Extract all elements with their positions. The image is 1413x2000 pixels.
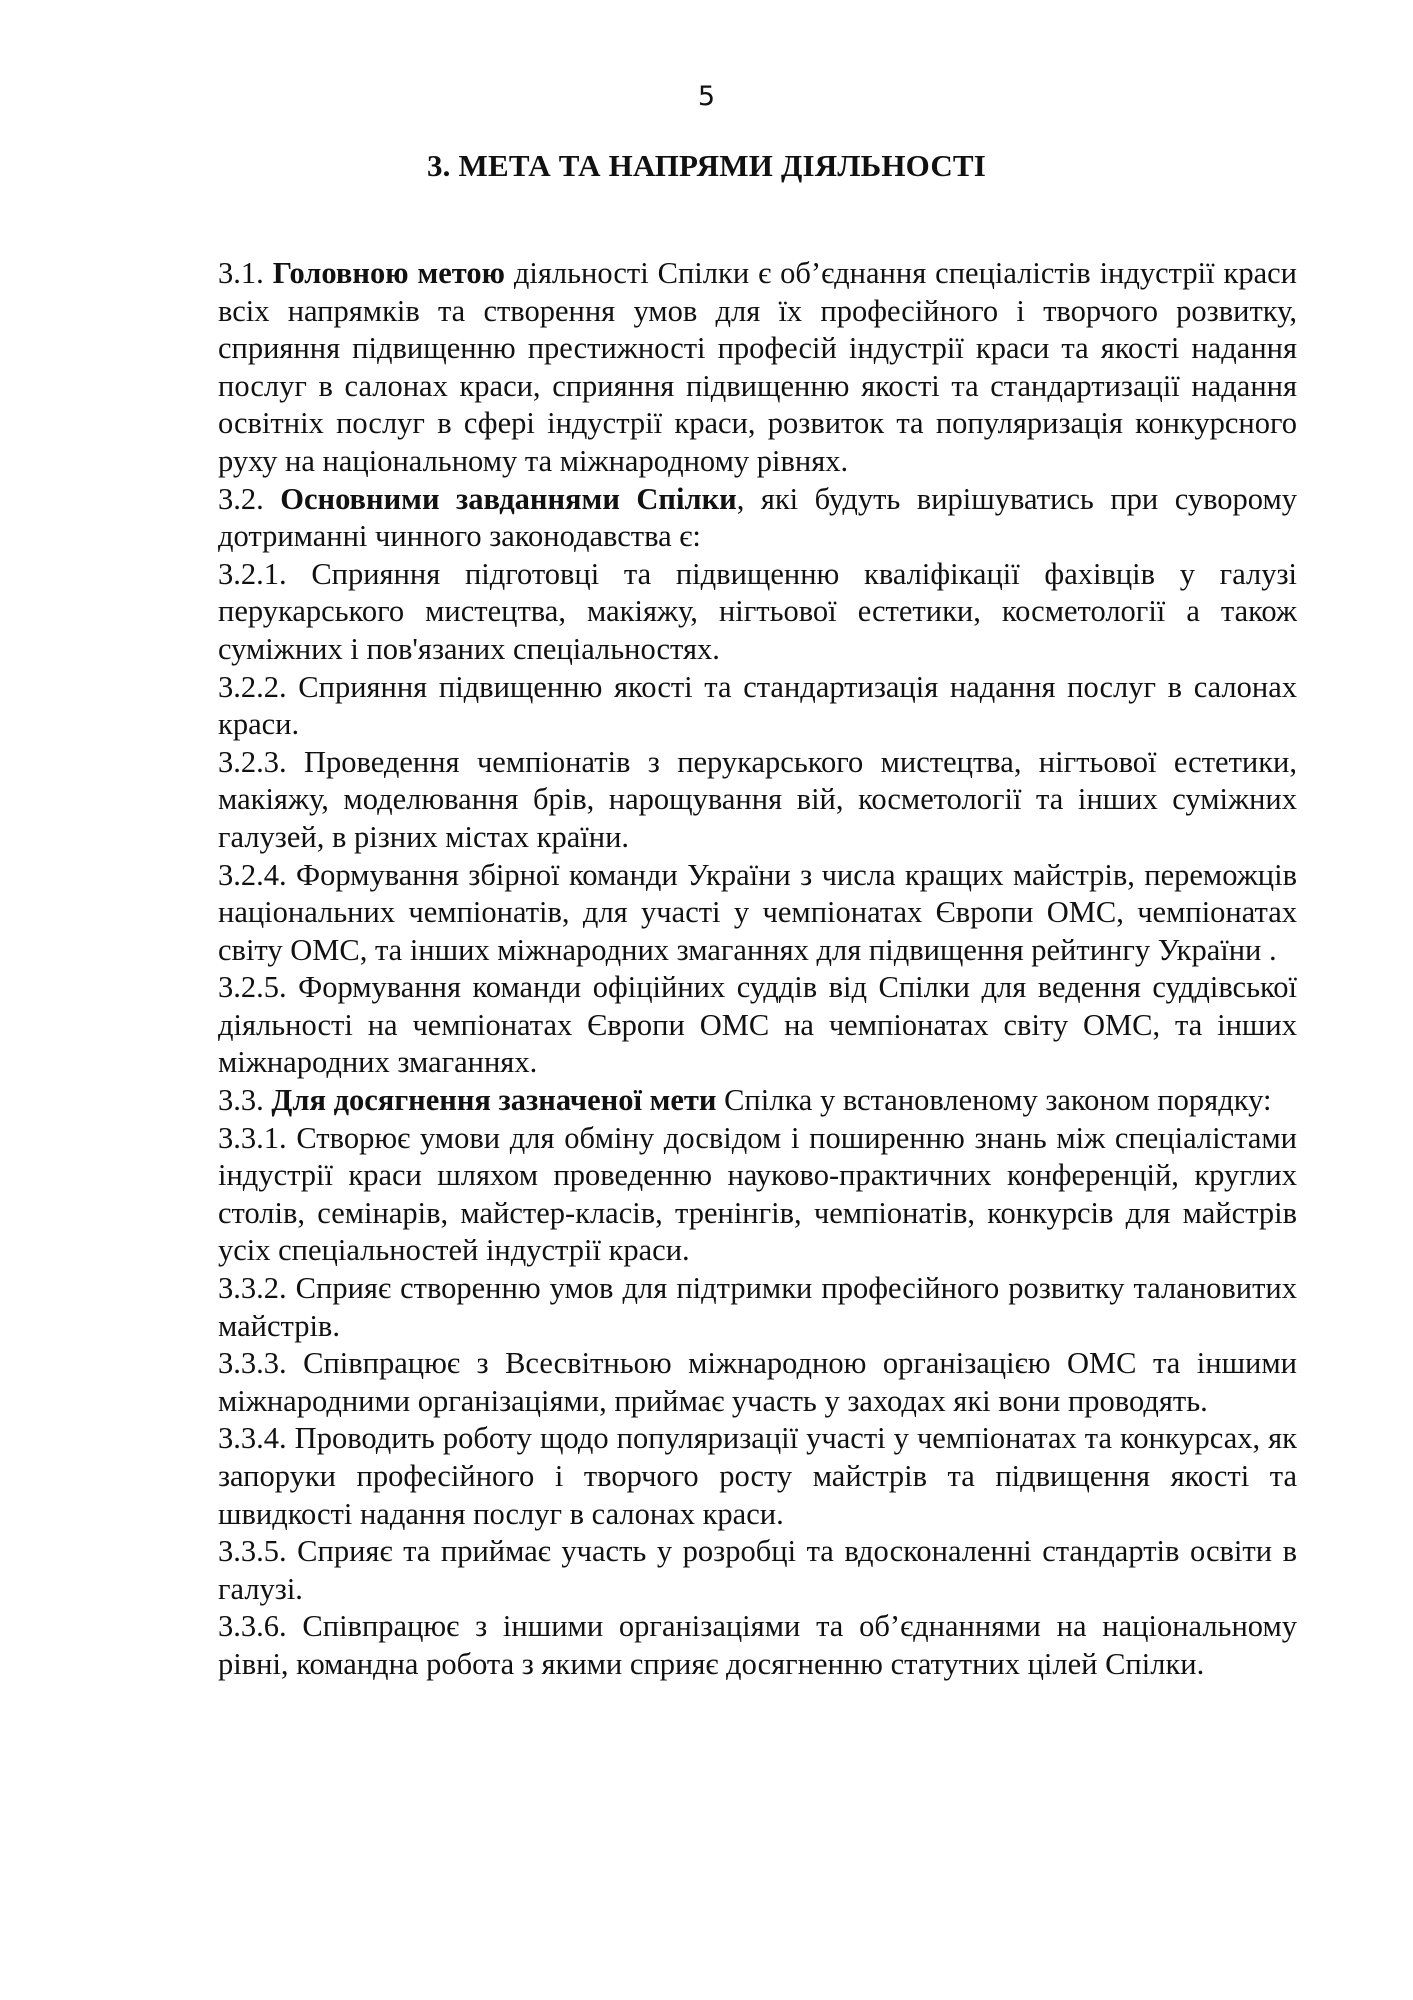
paragraph-number: 3.3. xyxy=(218,1083,272,1118)
paragraph-3-2 xyxy=(218,481,1297,556)
paragraph-3-2-2 xyxy=(218,669,1297,744)
paragraph-3-3 xyxy=(218,1082,1297,1120)
paragraph-text: 3.2.5. Формування команди офіційних суддів від Спілки для ведення суддівської діяльності на чемпіонатах Європи ОМС на чемпіонатах світу ОМС, та інших міжнародних змаганнях. xyxy=(218,970,1297,1080)
paragraph-text: 3.3.5. Сприяє та приймає участь у розробці та вдосконаленні стандартів освіти в галузі. xyxy=(218,1534,1297,1606)
paragraph-number: 3.1. xyxy=(218,256,273,290)
paragraph-3-3-4 xyxy=(218,1420,1297,1533)
paragraph-text: 3.2.1. Сприяння підготовці та підвищенню кваліфікації фахівців у галузі перукарського мистецтва, макіяжу, нігтьової естетики, косметології а також суміжних і пов'язаних спеціальностях. xyxy=(218,556,1297,666)
paragraph-bold-lead: Головною метою xyxy=(272,256,505,290)
paragraph-text: Спілка у встановленому законом порядку: xyxy=(716,1083,1272,1118)
paragraph-bold-lead: Основними завданнями Спілки xyxy=(280,481,737,516)
paragraph-text: 3.2.2. Сприяння підвищенню якості та стандартизація надання послуг в салонах краси. xyxy=(218,669,1297,742)
paragraph-text: 3.3.4. Проводить роботу щодо популяризації участі у чемпіонатах та конкурсах, як запоруки професійного і творчого росту майстрів та підвищення якості та швидкості надання послуг в салонах краси. xyxy=(218,1421,1297,1531)
document-body xyxy=(218,255,1297,1684)
page-number: 5 xyxy=(697,81,716,112)
paragraph-3-3-3 xyxy=(218,1345,1297,1420)
paragraph-text: 3.3.2. Сприяє створенню умов для підтримки професійного розвитку талановитих майстрів. xyxy=(218,1271,1297,1343)
paragraph-3-2-1 xyxy=(218,556,1297,669)
section-title: 3. МЕТА ТА НАПРЯМИ ДІЯЛЬНОСТІ xyxy=(426,148,987,183)
paragraph-number: 3.2. xyxy=(218,481,281,516)
paragraph-text: 3.3.1. Створює умови для обміну досвідом і поширенню знань між спеціалістами індустрії краси шляхом проведенню науково-практичних конференцій, круглих столів, семінарів, майстер-класів, тренінгів, чемпіонатів, конкурсів для майстрів усіх спеціальностей індустрії краси. xyxy=(218,1120,1297,1268)
paragraph-3-3-5 xyxy=(218,1533,1297,1608)
paragraph-3-2-5 xyxy=(218,969,1297,1082)
paragraph-text: , які будуть вирішуватись при суворому дотриманні чинного законодавства є: xyxy=(218,481,1297,554)
paragraph-3-3-1 xyxy=(218,1120,1297,1270)
paragraph-3-2-3 xyxy=(218,744,1297,857)
paragraph-text: 3.3.3. Співпрацює з Всесвітньою міжнародною організацією ОМС та іншими міжнародними організаціями, приймає участь у заходах які вони проводять. xyxy=(218,1346,1297,1418)
paragraph-3-3-2 xyxy=(218,1270,1297,1345)
paragraph-text: діяльності Спілки є об’єднання спеціалістів індустрії краси всіх напрямків та створення умов для їх професійного і творчого розвитку, сприяння підвищенню престижності професій індустрії краси та якості надання послуг в салонах краси, сприяння підвищенню якості та стандартизації надання освітніх послуг в сфері індустрії краси, розвиток та популяризація конкурсного руху на національному та міжнародному рівнях. xyxy=(218,256,1297,478)
paragraph-text: 3.2.4. Формування збірної команди України з числа кращих майстрів, переможців національних чемпіонатів, для участі у чемпіонатах Європи ОМС, чемпіонатах світу ОМС, та інших міжнародних змаганнях для підвищення рейтингу України . xyxy=(218,857,1297,967)
paragraph-3-1 xyxy=(218,255,1297,481)
paragraph-bold-lead: Для досягнення зазначеної мети xyxy=(271,1083,717,1118)
paragraph-3-2-4 xyxy=(218,857,1297,970)
paragraph-text: 3.2.3. Проведення чемпіонатів з перукарського мистецтва, нігтьової естетики, макіяжу, моделювання брів, нарощування вій, косметології та інших суміжних галузей, в різних містах країни. xyxy=(218,744,1297,854)
paragraph-3-3-6 xyxy=(218,1608,1297,1683)
paragraph-text: 3.3.6. Співпрацює з іншими організаціями та об’єднаннями на національному рівні, командна робота з якими сприяє досягненню статутних цілей Спілки. xyxy=(218,1609,1297,1681)
